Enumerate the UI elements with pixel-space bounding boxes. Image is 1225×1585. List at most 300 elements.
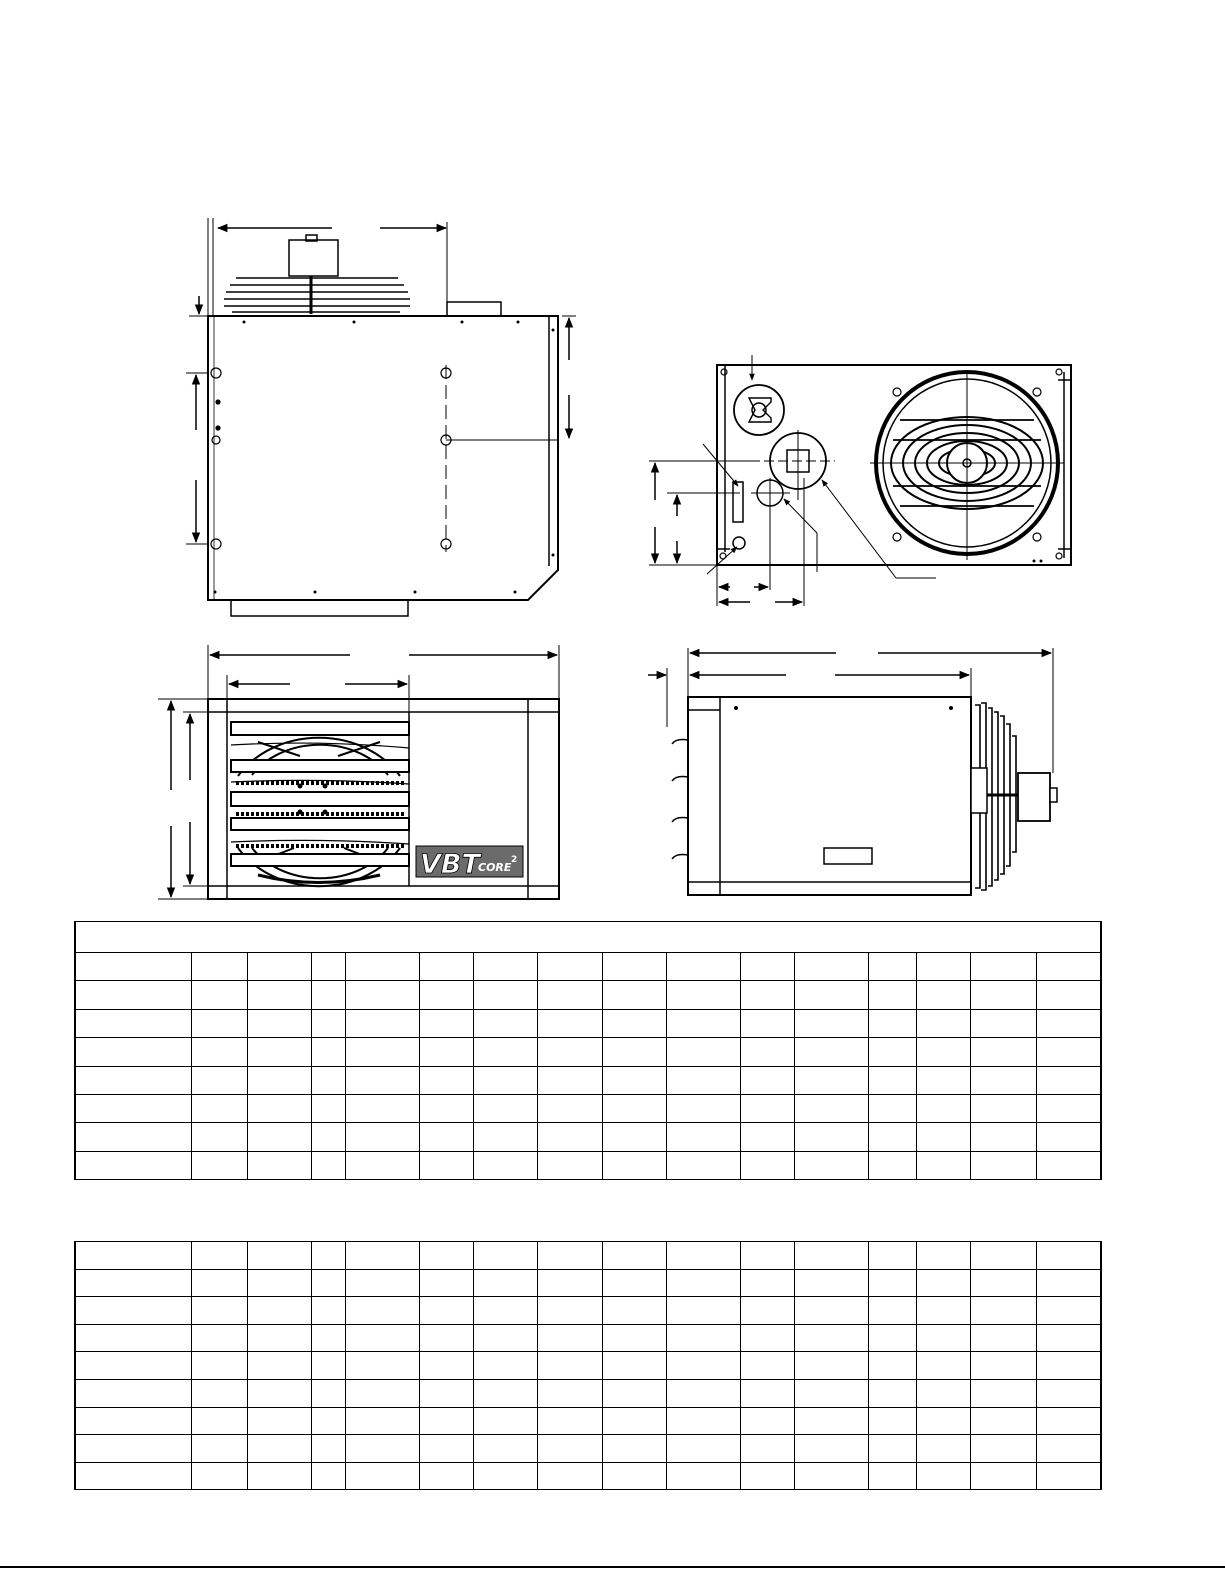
table-cell [666,1094,740,1122]
table-cell [474,1379,538,1407]
table-cell [971,1123,1037,1151]
table-cell [247,1407,311,1435]
table-cell [247,953,311,981]
table-cell [346,1269,420,1297]
table-cell [740,1269,794,1297]
table-cell [602,1435,666,1463]
table-cell [794,1123,868,1151]
table-cell [311,1066,345,1094]
table-cell [869,953,917,981]
table-cell [474,953,538,981]
table-cell [971,1242,1037,1270]
table-cell [538,1009,602,1037]
table-cell [1037,981,1101,1009]
table-cell [1037,1066,1101,1094]
table-cell [247,1324,311,1352]
table-cell [602,1038,666,1066]
table-cell [1037,1094,1101,1122]
table-cell [869,1379,917,1407]
table-cell [191,1094,247,1122]
table-cell [917,1066,971,1094]
table-cell [666,1462,740,1490]
table-cell [474,1066,538,1094]
table-cell [666,953,740,981]
table-cell [474,1462,538,1490]
table-cell [420,1462,474,1490]
table-cell [869,1269,917,1297]
table-cell [740,1462,794,1490]
table-cell [794,981,868,1009]
table-cell [794,1352,868,1380]
table-cell [794,1009,868,1037]
table-title-cell [75,922,1101,953]
table-cell [794,1269,868,1297]
table-row [75,1094,1101,1122]
table-cell [602,1123,666,1151]
table-cell [420,953,474,981]
table-cell [346,1009,420,1037]
table-cell [869,981,917,1009]
table-cell [474,1094,538,1122]
table-cell [75,1038,191,1066]
table-cell [740,1094,794,1122]
table-cell [346,1297,420,1325]
table-cell [917,1352,971,1380]
footer-rule [0,1566,1225,1568]
table-cell [311,981,345,1009]
table-cell [75,1242,191,1270]
table-cell [666,1009,740,1037]
table-cell [602,981,666,1009]
table-cell [1037,1151,1101,1179]
table-cell [971,1009,1037,1037]
table-cell [971,1435,1037,1463]
table-cell [1037,1242,1101,1270]
table-cell [917,981,971,1009]
table-cell [602,1324,666,1352]
table-cell [75,953,191,981]
table-cell [75,1462,191,1490]
table-cell [917,1269,971,1297]
table-cell [538,1038,602,1066]
table-cell [1037,1123,1101,1151]
table-cell [666,981,740,1009]
table-cell [917,1462,971,1490]
table-cell [538,1407,602,1435]
table-cell [474,1038,538,1066]
table-cell [420,1297,474,1325]
table-cell [740,1038,794,1066]
table-cell [740,1352,794,1380]
table-cell [75,1269,191,1297]
table-title-row [75,922,1101,953]
table-cell [311,1407,345,1435]
table-cell [869,1462,917,1490]
table-cell [740,953,794,981]
table-cell [474,1324,538,1352]
table-cell [311,1151,345,1179]
table-cell [971,1407,1037,1435]
table-cell [740,1151,794,1179]
table-cell [740,1123,794,1151]
table-cell [346,1094,420,1122]
table-cell [1037,953,1101,981]
table-cell [740,1066,794,1094]
table-cell [666,1435,740,1463]
table-cell [794,953,868,981]
table-row [75,1123,1101,1151]
table-cell [794,1379,868,1407]
table-cell [971,1462,1037,1490]
table-row [75,1009,1101,1037]
table-cell [602,1462,666,1490]
table-cell [917,953,971,981]
table-cell [420,1242,474,1270]
table-cell [917,1038,971,1066]
table-cell [538,1352,602,1380]
table-cell [1037,1269,1101,1297]
table-row [75,1151,1101,1179]
top-view-drawing [186,218,576,616]
table-cell [602,953,666,981]
table-cell [346,1407,420,1435]
table-cell [75,1352,191,1380]
table-cell [666,1066,740,1094]
table-cell [740,1009,794,1037]
table-cell [420,1435,474,1463]
table-row [75,1038,1101,1066]
table-cell [869,1435,917,1463]
table-cell [538,1379,602,1407]
table-cell [346,953,420,981]
table-cell [1037,1462,1101,1490]
table-cell [247,1379,311,1407]
table-cell [740,1435,794,1463]
table-cell [794,1324,868,1352]
rear-view-drawing [649,355,1071,606]
table-cell [247,1038,311,1066]
table-cell [75,981,191,1009]
table-row [75,981,1101,1009]
table-cell [420,981,474,1009]
table-cell [794,1038,868,1066]
table-cell [538,1242,602,1270]
table-cell [666,1324,740,1352]
table-cell [247,1297,311,1325]
table-cell [740,1242,794,1270]
table-cell [191,1066,247,1094]
table-cell [538,1123,602,1151]
table-cell [346,1435,420,1463]
table-cell [311,1324,345,1352]
table-cell [191,1242,247,1270]
table-cell [346,1123,420,1151]
table-cell [346,981,420,1009]
table-cell [191,1297,247,1325]
table-row [75,1297,1101,1325]
table-cell [666,1407,740,1435]
table-cell [869,1324,917,1352]
table-cell [1037,1352,1101,1380]
table-cell [311,1435,345,1463]
table-cell [794,1297,868,1325]
table-cell [602,1066,666,1094]
table-cell [1037,1324,1101,1352]
table-cell [1037,1009,1101,1037]
table-cell [917,1123,971,1151]
table-cell [474,1435,538,1463]
table-cell [191,1009,247,1037]
table-cell [346,1462,420,1490]
table-cell [869,1352,917,1380]
table-cell [420,1269,474,1297]
table-cell [971,1352,1037,1380]
table-cell [75,1324,191,1352]
table-cell [602,1009,666,1037]
table-cell [538,953,602,981]
table-cell [75,1094,191,1122]
table-cell [311,1379,345,1407]
table-cell [75,1151,191,1179]
table-cell [474,1297,538,1325]
table-cell [191,1269,247,1297]
table-cell [869,1242,917,1270]
table-cell [247,1009,311,1037]
table-cell [420,1094,474,1122]
table-row [75,1324,1101,1352]
table-cell [191,1123,247,1151]
table-cell [794,1242,868,1270]
table-cell [1037,1297,1101,1325]
table-cell [311,1009,345,1037]
table-cell [420,1151,474,1179]
table-cell [538,981,602,1009]
table-cell [311,1462,345,1490]
table-cell [311,1242,345,1270]
table-cell [602,1352,666,1380]
table-cell [247,1066,311,1094]
table-cell [311,1038,345,1066]
table-cell [602,1094,666,1122]
table-cell [917,1151,971,1179]
table-row [75,1407,1101,1435]
table-cell [311,1094,345,1122]
table-cell [474,1123,538,1151]
table-cell [971,1038,1037,1066]
table-cell [1037,1435,1101,1463]
table-cell [971,1379,1037,1407]
table-cell [869,1151,917,1179]
table-cell [794,1407,868,1435]
table-cell [917,1094,971,1122]
table-cell [971,1094,1037,1122]
table-cell [420,1066,474,1094]
table-cell [420,1009,474,1037]
table-cell [191,1038,247,1066]
table-cell [602,1269,666,1297]
table-cell [538,1066,602,1094]
table-cell [75,1066,191,1094]
table-cell [602,1407,666,1435]
brand-logo [416,846,523,880]
table-cell [971,1066,1037,1094]
side-view-drawing [648,648,1057,895]
table-cell [869,1297,917,1325]
table-cell [538,1462,602,1490]
table-cell [538,1324,602,1352]
table-cell [191,1435,247,1463]
table-cell [191,1324,247,1352]
table-cell [420,1407,474,1435]
table-cell [191,953,247,981]
table-cell [666,1269,740,1297]
table-cell [917,1242,971,1270]
table-row [75,1379,1101,1407]
table-cell [869,1407,917,1435]
table-cell [869,1094,917,1122]
table-cell [346,1352,420,1380]
table-cell [247,1269,311,1297]
table-cell [538,1297,602,1325]
table-cell [75,1407,191,1435]
table-cell [420,1379,474,1407]
table-cell [346,1379,420,1407]
table-cell [666,1123,740,1151]
table-cell [191,1407,247,1435]
table-cell [794,1151,868,1179]
table-cell [917,1324,971,1352]
table-cell [311,1269,345,1297]
table-cell [740,1324,794,1352]
table-cell [191,1379,247,1407]
table-cell [538,1269,602,1297]
table-cell [346,1038,420,1066]
table-row [75,1242,1101,1270]
table-cell [191,1352,247,1380]
brand-logo-sup: 2 [511,855,518,865]
table-cell [311,1297,345,1325]
table-cell [247,1242,311,1270]
table-cell [794,1435,868,1463]
table-cell [191,1151,247,1179]
table-cell [75,1379,191,1407]
table-cell [869,1038,917,1066]
table-row [75,1269,1101,1297]
table-cell [666,1379,740,1407]
table-cell [420,1123,474,1151]
table-cell [75,1435,191,1463]
table-cell [869,1066,917,1094]
table-cell [917,1407,971,1435]
table-cell [346,1324,420,1352]
table-cell [917,1297,971,1325]
table-cell [75,1123,191,1151]
table-cell [971,1151,1037,1179]
table-cell [666,1038,740,1066]
table-cell [740,1407,794,1435]
table-cell [794,1066,868,1094]
table-cell [740,981,794,1009]
table-cell [191,1462,247,1490]
table-cell [917,1379,971,1407]
table-cell [474,981,538,1009]
table-cell [311,1123,345,1151]
table-cell [740,1379,794,1407]
table-row [75,1462,1101,1490]
table-cell [602,1297,666,1325]
table-cell [740,1297,794,1325]
table-cell [346,1242,420,1270]
table-cell [247,981,311,1009]
table-cell [869,1009,917,1037]
table-cell [971,1269,1037,1297]
table-cell [420,1038,474,1066]
table-cell [1037,1038,1101,1066]
table-cell [602,1151,666,1179]
table-cell [311,953,345,981]
brand-logo-sub: CORE [478,861,512,874]
brand-logo-text: VBT [420,849,480,880]
table-cell [538,1151,602,1179]
table-cell [538,1094,602,1122]
table-cell [420,1352,474,1380]
table-cell [346,1151,420,1179]
front-view-drawing [158,645,559,899]
table-cell [247,1094,311,1122]
table-cell [971,981,1037,1009]
table-cell [247,1151,311,1179]
table-cell [474,1242,538,1270]
table-cell [794,1462,868,1490]
table-cell [247,1123,311,1151]
table-cell [474,1407,538,1435]
table-cell [1037,1379,1101,1407]
table-cell [869,1123,917,1151]
table-cell [311,1352,345,1380]
table-row [75,1435,1101,1463]
table-row [75,953,1101,981]
table-cell [666,1151,740,1179]
dimensions-table-1 [74,921,1102,1180]
table-cell [247,1462,311,1490]
table-row [75,1066,1101,1094]
dimensions-table-2 [74,1241,1102,1490]
table-cell [247,1352,311,1380]
table-cell [602,1242,666,1270]
table-cell [474,1151,538,1179]
table-cell [474,1352,538,1380]
table-row [75,1352,1101,1380]
table-cell [602,1379,666,1407]
table-cell [917,1435,971,1463]
table-cell [75,1297,191,1325]
table-cell [971,953,1037,981]
table-cell [191,981,247,1009]
table-cell [1037,1407,1101,1435]
table-cell [666,1352,740,1380]
table-cell [420,1324,474,1352]
table-cell [474,1009,538,1037]
table-cell [971,1324,1037,1352]
table-cell [346,1066,420,1094]
table-cell [75,1009,191,1037]
table-cell [917,1009,971,1037]
table-cell [666,1242,740,1270]
table-cell [247,1435,311,1463]
table-cell [794,1094,868,1122]
table-cell [666,1297,740,1325]
table-cell [538,1435,602,1463]
